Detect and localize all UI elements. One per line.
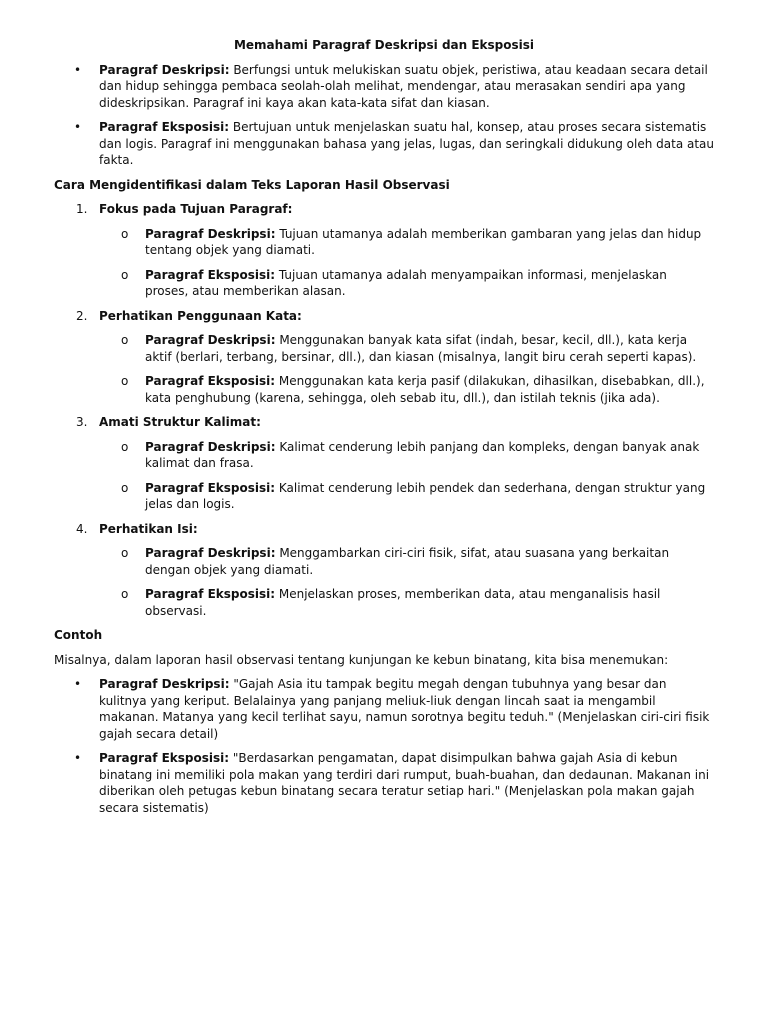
item-label: Paragraf Eksposisi:: [145, 267, 276, 282]
example-list: [54, 676, 714, 816]
document-page: [54, 37, 714, 824]
step-item: [54, 521, 714, 620]
item-text: Tujuan utamanya adalah menyampaikan informasi, menjelaskan proses, atau memberikan alasan.: [145, 267, 667, 298]
item-text: "Gajah Asia itu tampak begitu megah dengan tubuhnya yang besar dan kulitnya yang keriput. Belalainya yang panjang meliuk-liuk dengan lincah saat ia mengambil makanan. Matanya yang kecil terlihat sayu, namun sorotnya begitu teduh." (Menjelaskan ciri-ciri fisik gajah secara detail): [99, 677, 710, 741]
step-title: Fokus pada Tujuan Paragraf:: [99, 202, 293, 216]
step-title: Perhatikan Penggunaan Kata:: [99, 308, 302, 323]
item-text: Tujuan utamanya adalah memberikan gambaran yang jelas dan hidup tentang objek yang diamati.: [145, 226, 702, 257]
circle-bullet-icon: o: [121, 374, 129, 388]
list-item: [54, 62, 714, 112]
step-sublist: [99, 226, 714, 300]
item-text: Kalimat cenderung lebih panjang dan kompleks, dengan banyak anak kalimat dan frasa.: [145, 439, 700, 470]
item-text: Menggambarkan ciri-ciri fisik, sifat, atau suasana yang berkaitan dengan objek yang diamati.: [145, 546, 670, 577]
item-label: Paragraf Deskripsi:: [145, 546, 276, 560]
item-label: Paragraf Deskripsi:: [145, 226, 276, 241]
sub-item: [99, 439, 714, 472]
sub-item: [99, 586, 714, 619]
list-item: [54, 750, 714, 816]
circle-bullet-icon: o: [121, 267, 129, 282]
item-text: Menggunakan banyak kata sifat (indah, besar, kecil, dll.), kata kerja aktif (berlari, terbang, bersinar, dll.), dan kiasan (misalnya, langit biru cerah seperti kapas).: [145, 333, 697, 364]
item-text: Berfungsi untuk melukiskan suatu objek, peristiwa, atau keadaan secara detail dan hidup sehingga pembaca seolah-olah melihat, mendengar, atau merasakan sendiri apa yang dideskripsikan. Paragraf ini kaya akan kata-kata sifat dan kiasan.: [99, 62, 708, 110]
step-sublist: [99, 545, 714, 619]
item-label: Paragraf Deskripsi:: [99, 62, 230, 77]
step-number: 3.: [76, 415, 88, 429]
step-number: 1.: [76, 202, 88, 216]
circle-bullet-icon: o: [121, 587, 129, 601]
list-item: [54, 676, 714, 742]
example-intro: Misalnya, dalam laporan hasil observasi tentang kunjungan ke kebun binatang, kita bisa menemukan:: [54, 652, 669, 667]
circle-bullet-icon: o: [121, 439, 129, 454]
example-heading: Contoh: [54, 628, 103, 642]
bullet-icon: •: [74, 120, 82, 134]
identify-heading: Cara Mengidentifikasi dalam Teks Laporan Hasil Observasi: [54, 177, 450, 192]
item-label: Paragraf Deskripsi:: [99, 677, 230, 691]
sub-item: [99, 226, 714, 259]
list-item: [54, 119, 714, 169]
sub-item: [99, 373, 714, 406]
sub-item: [99, 545, 714, 578]
sub-item: [99, 267, 714, 300]
item-label: Paragraf Eksposisi:: [145, 587, 276, 601]
bullet-icon: •: [74, 677, 82, 691]
step-item: [54, 308, 714, 407]
circle-bullet-icon: o: [121, 480, 129, 495]
step-item: [54, 414, 714, 513]
item-text: Menggunakan kata kerja pasif (dilakukan, dihasilkan, disebabkan, dll.), kata penghubung (karena, sehingga, oleh sebab itu, dll.), dan istilah teknis (jika ada).: [145, 374, 705, 405]
step-sublist: [99, 439, 714, 513]
sub-item: [99, 480, 714, 513]
item-label: Paragraf Eksposisi:: [145, 374, 276, 388]
step-sublist: [99, 332, 714, 406]
circle-bullet-icon: o: [121, 546, 129, 560]
sub-item: [99, 332, 714, 365]
document-title: Memahami Paragraf Deskripsi dan Eksposisi: [233, 38, 535, 52]
step-title: Amati Struktur Kalimat:: [99, 415, 261, 429]
item-label: Paragraf Deskripsi:: [145, 333, 276, 347]
circle-bullet-icon: o: [121, 333, 129, 347]
item-label: Paragraf Deskripsi:: [145, 439, 276, 454]
step-number: 2.: [76, 308, 88, 323]
step-number: 4.: [76, 521, 88, 536]
item-text: Menjelaskan proses, memberikan data, atau menganalisis hasil observasi.: [145, 587, 661, 618]
step-title: Perhatikan Isi:: [99, 521, 198, 536]
item-label: Paragraf Eksposisi:: [145, 480, 276, 495]
item-text: Kalimat cenderung lebih pendek dan sederhana, dengan struktur yang jelas dan logis.: [145, 480, 706, 511]
item-label: Paragraf Eksposisi:: [99, 751, 230, 765]
item-text: "Berdasarkan pengamatan, dapat disimpulkan bahwa gajah Asia di kebun binatang ini memiliki pola makan yang terdiri dari rumput, buah-buahan, dan dedaunan. Makanan ini diberikan oleh petugas kebun binatang secara teratur setiap hari." (Menjelaskan pola makan gajah secara sistematis): [99, 751, 710, 815]
steps-list: [54, 201, 714, 619]
step-item: [54, 201, 714, 300]
circle-bullet-icon: o: [121, 226, 129, 241]
bullet-icon: •: [74, 62, 82, 77]
bullet-icon: •: [74, 751, 82, 765]
item-text: Bertujuan untuk menjelaskan suatu hal, konsep, atau proses secara sistematis dan logis. Paragraf ini menggunakan bahasa yang jelas, lugas, dan seringkali didukung oleh data atau fakta.: [99, 120, 714, 167]
intro-list: [54, 62, 714, 169]
item-label: Paragraf Eksposisi:: [99, 120, 230, 134]
